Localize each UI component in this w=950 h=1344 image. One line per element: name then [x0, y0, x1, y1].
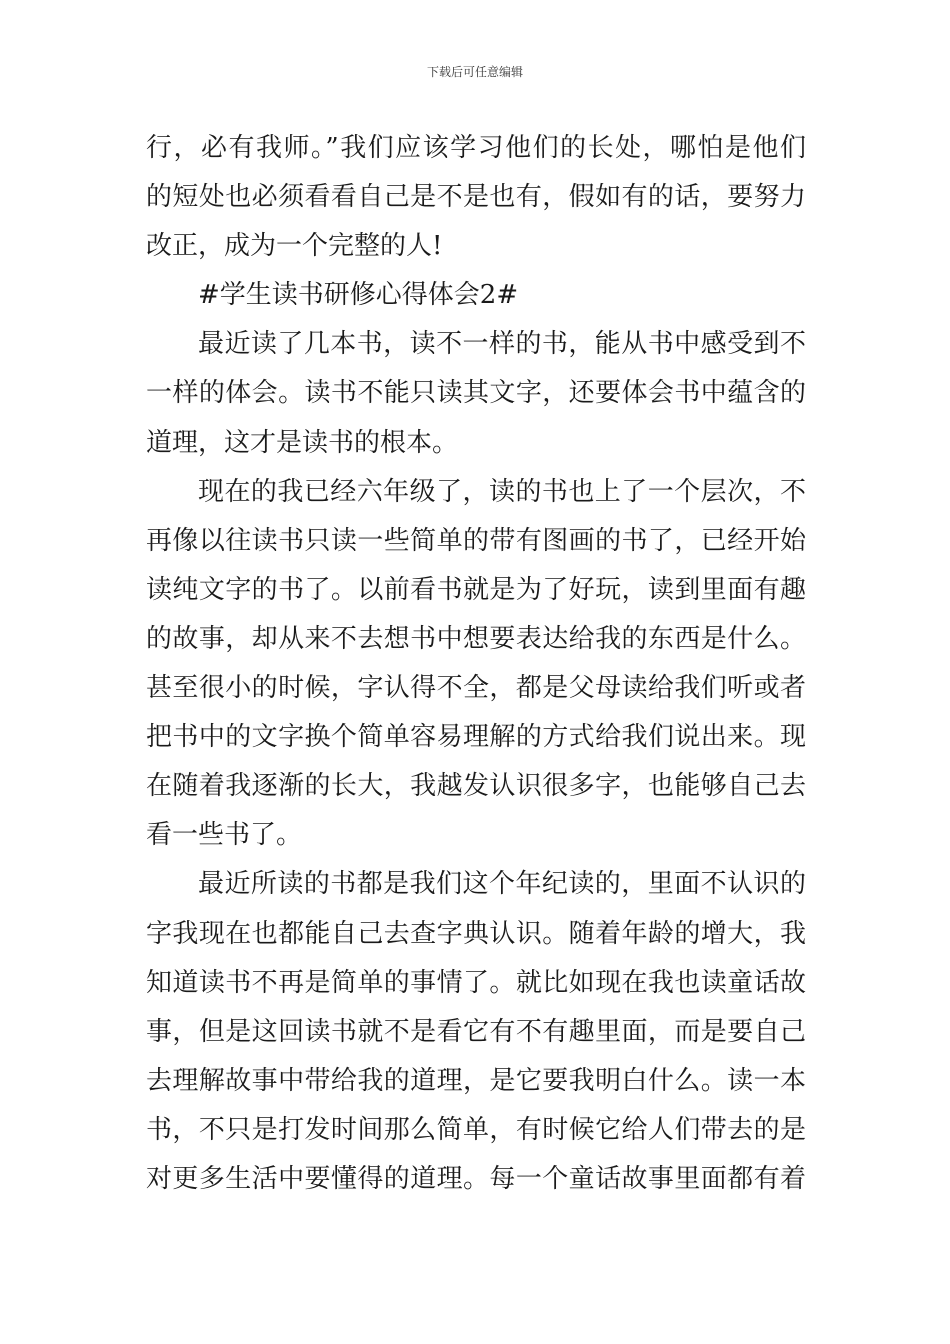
text-line: 在随着我逐渐的长大，我越发认识很多字，也能够自己去: [146, 771, 806, 802]
paragraph-first-line: 现在的我已经六年级了，读的书也上了一个层次，不: [198, 476, 806, 507]
text-line: 改正，成为一个完整的人!: [146, 231, 443, 262]
text-line: 的短处也必须看看自己是不是也有，假如有的话，要努力: [146, 182, 806, 213]
document-body: [146, 124, 806, 1204]
text-line: 再像以往读书只读一些简单的带有图画的书了，已经开始: [146, 525, 806, 556]
text-line: 看一些书了。: [146, 820, 303, 851]
text-line: 事，但是这回读书就不是看它有不有趣里面，而是要自己: [146, 1016, 806, 1047]
text-line: 读纯文字的书了。以前看书就是为了好玩，读到里面有趣: [146, 574, 806, 605]
text-line: 字我现在也都能自己去查字典认识。随着年龄的增大，我: [146, 918, 806, 949]
text-line: 书，不只是打发时间那么简单，有时候它给人们带去的是: [146, 1114, 806, 1145]
section-heading: #学生读书研修心得体会2#: [198, 280, 519, 311]
text-line: 知道读书不再是简单的事情了。就比如现在我也读童话故: [146, 967, 806, 998]
page-header: 下载后可任意编辑: [426, 65, 523, 79]
text-line: 的故事，却从来不去想书中想要表达给我的东西是什么。: [146, 623, 806, 654]
paragraph-first-line: 最近所读的书都是我们这个年纪读的，里面不认识的: [198, 869, 806, 900]
text-line: 去理解故事中带给我的道理，是它要我明白什么。读一本: [146, 1065, 806, 1096]
text-line: 对更多生活中要懂得的道理。每一个童话故事里面都有着: [146, 1163, 806, 1194]
text-line: 一样的体会。读书不能只读其文字，还要体会书中蕴含的: [146, 378, 806, 409]
text-line: 行，必有我师。”我们应该学习他们的长处，哪怕是他们: [146, 133, 806, 163]
text-line: 道理，这才是读书的根本。: [146, 427, 459, 458]
paragraph-first-line: 最近读了几本书，读不一样的书，能从书中感受到不: [198, 329, 806, 360]
text-line: 甚至很小的时候，字认得不全，都是父母读给我们听或者: [146, 673, 806, 704]
text-line: 把书中的文字换个简单容易理解的方式给我们说出来。现: [146, 722, 806, 753]
